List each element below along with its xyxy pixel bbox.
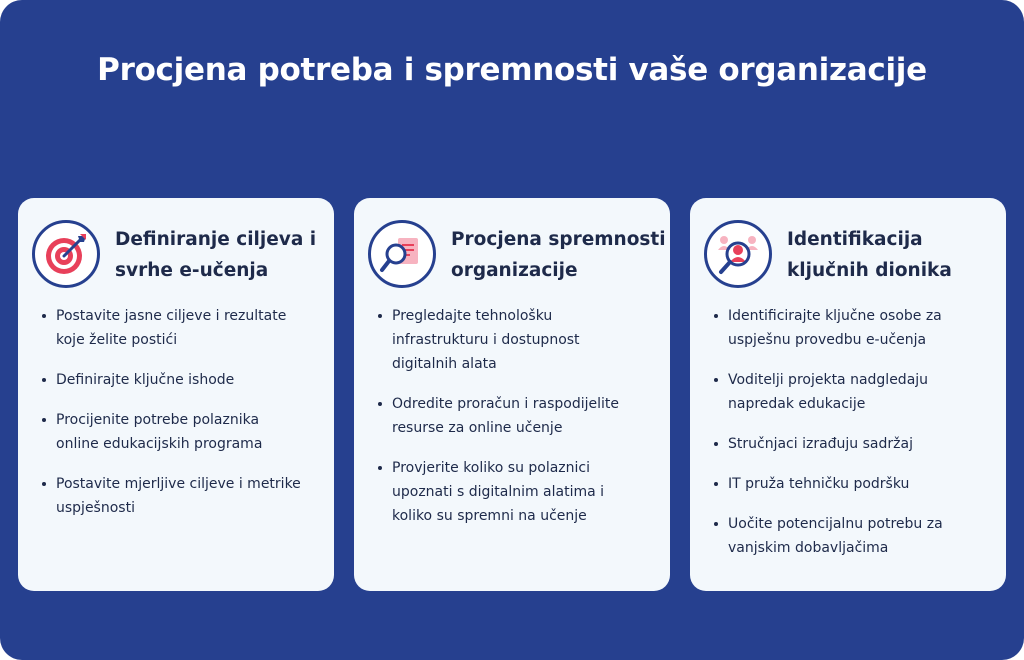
- page-title: Procjena potreba i spremnosti vaše organizacije: [97, 52, 927, 88]
- stakeholders-icon: [704, 220, 772, 288]
- list-item: Odredite proračun i raspodijelite resurse za online učenje: [376, 392, 666, 440]
- list-item: Identificirajte ključne osobe za uspješnu provedbu e-učenja: [712, 304, 1002, 352]
- list-item: Definirajte ključne ishode: [40, 368, 330, 392]
- card-goals: [18, 198, 334, 591]
- list-item: Pregledajte tehnološku infrastrukturu i dostupnost digitalnih alata: [376, 304, 666, 376]
- list-item: IT pruža tehničku podršku: [712, 472, 1002, 496]
- list-item: Uočite potencijalnu potrebu za vanjskim dobavljačima: [712, 512, 1002, 560]
- bullet-list: [40, 304, 330, 536]
- list-item: Stručnjaci izrađuju sadržaj: [712, 432, 1002, 456]
- list-item: Postavite mjerljive ciljeve i metrike uspješnosti: [40, 472, 330, 520]
- card-title: Identifikacija ključnih dionika: [787, 229, 952, 281]
- bullet-list: [376, 304, 666, 544]
- card-readiness: [354, 198, 670, 591]
- card-title: Procjena spremnosti organizacije: [451, 229, 666, 281]
- card-title: Definiranje ciljeva i svrhe e-učenja: [115, 229, 317, 281]
- list-item: Voditelji projekta nadgledaju napredak edukacije: [712, 368, 1002, 416]
- list-item: Postavite jasne ciljeve i rezultate koje želite postići: [40, 304, 330, 352]
- target-icon: [32, 220, 100, 288]
- list-item: Procijenite potrebe polaznika online edukacijskih programa: [40, 408, 330, 456]
- list-item: Provjerite koliko su polaznici upoznati s digitalnim alatima i koliko su spremni na učenje: [376, 456, 666, 528]
- bullet-list: [712, 304, 1002, 576]
- card-stakeholders: [690, 198, 1006, 591]
- magnifier-document-icon: [368, 220, 436, 288]
